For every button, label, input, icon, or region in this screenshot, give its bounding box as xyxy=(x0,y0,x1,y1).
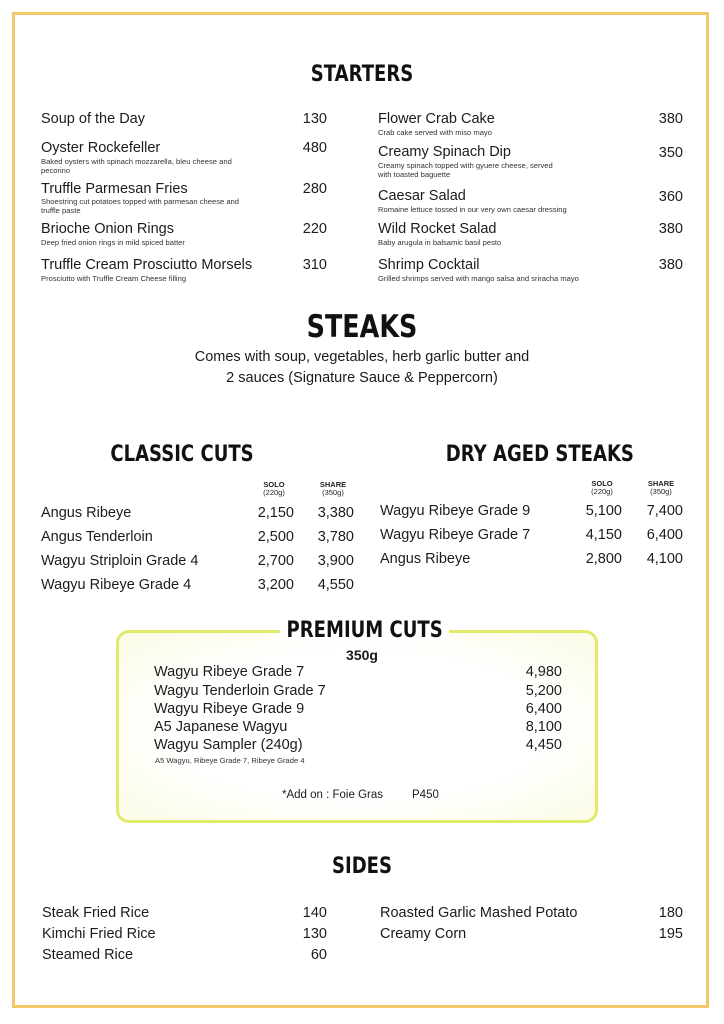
starter-item-name: Flower Crab Cake xyxy=(378,111,495,127)
sampler-note: A5 Wagyu, Ribeye Grade 7, Ribeye Grade 4 xyxy=(155,756,305,765)
sides-title: SIDES xyxy=(331,854,392,879)
steak-share-price: 3,780 xyxy=(317,529,354,545)
starter-item-description: Shoestring cut potatoes topped with parmesan cheese and truffle paste xyxy=(41,197,239,216)
starter-item-description: Baked oysters with spinach mozzarella, bleu cheese and pecorino xyxy=(41,157,232,176)
starter-item-price: 380 xyxy=(658,221,683,237)
premium-item-price: 8,100 xyxy=(525,719,562,735)
premium-cuts-title xyxy=(280,618,444,643)
starter-item-description: Creamy spinach topped with gyuere cheese, served with toasted baguette xyxy=(378,161,553,180)
premium-item-price: 6,400 xyxy=(525,701,562,717)
steak-share-price: 7,400 xyxy=(646,503,683,519)
premium-item-name: Wagyu Ribeye Grade 7 xyxy=(154,664,305,680)
side-item-price: 140 xyxy=(302,905,327,921)
premium-weight: 350g xyxy=(346,647,378,663)
side-item-price: 180 xyxy=(658,905,683,921)
side-item-name: Kimchi Fried Rice xyxy=(42,926,156,942)
side-item-name: Steamed Rice xyxy=(42,947,134,963)
premium-item-name: Wagyu Tenderloin Grade 7 xyxy=(154,683,326,699)
side-item-price: 195 xyxy=(658,926,683,942)
steak-name: Wagyu Ribeye Grade 4 xyxy=(41,577,192,593)
steak-name: Wagyu Striploin Grade 4 xyxy=(41,553,199,569)
steak-name: Angus Ribeye xyxy=(380,551,471,567)
side-item-price: 60 xyxy=(310,947,327,963)
starter-item-description: Grilled shrimps served with mango salsa and sriracha mayo xyxy=(378,274,579,283)
side-item-name: Creamy Corn xyxy=(380,926,467,942)
steak-solo-price: 3,200 xyxy=(257,577,294,593)
starter-item-price: 310 xyxy=(302,257,327,273)
starter-item-name: Wild Rocket Salad xyxy=(378,221,497,237)
steak-name: Wagyu Ribeye Grade 9 xyxy=(380,503,531,519)
steak-share-price: 3,900 xyxy=(317,553,354,569)
starter-item-description: Romaine lettuce tossed in our very own caesar dressing xyxy=(378,205,567,214)
starter-item-name: Creamy Spinach Dip xyxy=(378,144,511,160)
steak-share-price: 4,550 xyxy=(317,577,354,593)
side-item-name: Steak Fried Rice xyxy=(42,905,150,921)
steak-solo-price: 2,700 xyxy=(257,553,294,569)
premium-item-price: 4,450 xyxy=(525,737,562,753)
column-header-share: SHARE (350g) xyxy=(319,480,347,497)
steak-solo-price: 4,150 xyxy=(585,527,622,543)
premium-item-name: Wagyu Sampler (240g) xyxy=(154,737,303,753)
steak-name: Angus Ribeye xyxy=(41,505,132,521)
steak-name: Wagyu Ribeye Grade 7 xyxy=(380,527,531,543)
starter-item-name: Truffle Cream Prosciutto Morsels xyxy=(41,257,253,273)
starter-item-price: 130 xyxy=(302,111,327,127)
premium-item-name: A5 Japanese Wagyu xyxy=(154,719,288,735)
addon-label: *Add on : Foie Gras xyxy=(282,789,383,801)
premium-item-price: 4,980 xyxy=(525,664,562,680)
dry-aged-title: DRY AGED STEAKS xyxy=(445,442,634,467)
starter-item-name: Brioche Onion Rings xyxy=(41,221,174,237)
steak-solo-price: 5,100 xyxy=(585,503,622,519)
column-header-solo: SOLO (220g) xyxy=(263,480,285,497)
starter-item-description: Baby arugula in balsamic basil pesto xyxy=(378,238,502,247)
starter-item-name: Caesar Salad xyxy=(378,188,466,204)
starter-item-name: Truffle Parmesan Fries xyxy=(41,181,188,197)
steaks-title: STEAKS xyxy=(306,309,418,345)
starter-item-name: Oyster Rockefeller xyxy=(41,140,161,156)
premium-item-price: 5,200 xyxy=(525,683,562,699)
starter-item-description: Deep fried onion rings in mild spiced batter xyxy=(41,238,185,247)
starter-item-name: Soup of the Day xyxy=(41,111,145,127)
starter-item-name: Shrimp Cocktail xyxy=(378,257,480,273)
starter-item-price: 280 xyxy=(302,181,327,197)
starter-item-price: 380 xyxy=(658,111,683,127)
side-item-price: 130 xyxy=(302,926,327,942)
side-item-name: Roasted Garlic Mashed Potato xyxy=(380,905,578,921)
classic-cuts-title: CLASSIC CUTS xyxy=(110,442,254,467)
column-header-share: SHARE (350g) xyxy=(647,479,675,496)
starter-item-price: 360 xyxy=(658,189,683,205)
premium-item-name: Wagyu Ribeye Grade 9 xyxy=(154,701,305,717)
starters-title: STARTERS xyxy=(310,62,414,87)
starter-item-price: 220 xyxy=(302,221,327,237)
starter-item-description: Prosciutto with Truffle Cream Cheese filling xyxy=(41,274,187,283)
steak-share-price: 3,380 xyxy=(317,505,354,521)
premium-cuts-title-text: PREMIUM CUTS xyxy=(280,618,449,643)
steaks-subtitle-line1: Comes with soup, vegetables, herb garlic butter and xyxy=(194,349,530,365)
starter-item-price: 480 xyxy=(302,140,327,156)
starter-item-price: 380 xyxy=(658,257,683,273)
column-header-solo: SOLO (220g) xyxy=(591,479,613,496)
steak-name: Angus Tenderloin xyxy=(41,529,153,545)
steak-share-price: 6,400 xyxy=(646,527,683,543)
steak-solo-price: 2,500 xyxy=(257,529,294,545)
starter-item-description: Crab cake served with miso mayo xyxy=(378,128,492,137)
steak-solo-price: 2,150 xyxy=(257,505,294,521)
steaks-subtitle-line2: 2 sauces (Signature Sauce & Peppercorn) xyxy=(226,370,498,386)
steak-solo-price: 2,800 xyxy=(585,551,622,567)
addon-price: P450 xyxy=(412,789,439,801)
starter-item-price: 350 xyxy=(658,145,683,161)
steak-share-price: 4,100 xyxy=(646,551,683,567)
